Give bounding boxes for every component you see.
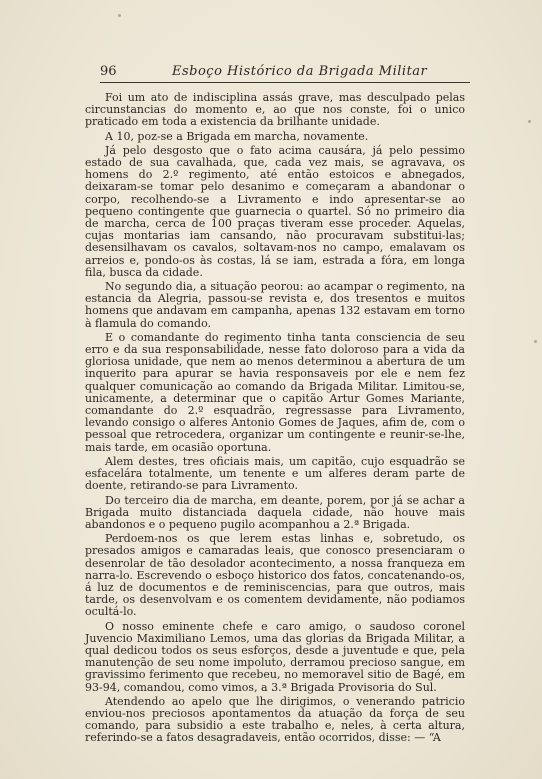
paragraph: Foi um ato de indisciplina assás grave, mas desculpado pelas circunstancias do momento e, ao que nos conste, foi o unico praticado em toda a existencia da brilhante unidade. (85, 91, 465, 129)
paper-speck (534, 340, 537, 343)
paragraph: Atendendo ao apelo que lhe dirigimos, o venerando patricio enviou-nos preciosos apontamentos da atuação da força de seu comando, para subsidio a este trabalho e, neles, à certa altura, referindo-se a fatos desagradaveis, então ocorridos, disse: — “A (85, 694, 465, 745)
paragraph: A 10, poz-se a Brigada em marcha, novamente. (105, 129, 369, 143)
paper-speck (118, 14, 121, 17)
paragraph: E o comandante do regimento tinha tanta consciencia de seu erro e da sua responsabilidade, nesse fato doloroso para a vida da gloriosa unidade, que nem ao menos determinou a abertura de um inquerito para apurar se havia responsaveis por ele e nem fez qualquer comunicação ao comando da Brigada Militar. Limitou-se, unicamente, a determinar que o capitão Artur Gomes Mariante, comandante do 2.º esquadrão, regressasse para Livramento, levando consigo o alferes Antonio Gomes de Jaques, afim de, com o pessoal que retrocedera, organizar um contingente e reunir-se-lhe, mais tarde, em ocasião oportuna. (85, 330, 465, 454)
page-number: 96 (100, 64, 117, 79)
page-body (85, 92, 465, 747)
page-header (100, 62, 470, 83)
paragraph: Perdoem-nos os que lerem estas linhas e, sobretudo, os presados amigos e camaradas leais, que conosco presenciaram o desenrolar de tão desolador acontecimento, a nossa franqueza em narra-lo. Escrevendo o esboço historico dos fatos, concatenando-os, á luz de documentos e de reminiscencias, para que outros, mais tarde, os desenvolvam e os comentem devidamente, não podiamos ocultá-lo. (85, 532, 465, 619)
paragraph: O nosso eminente chefe e caro amigo, o saudoso coronel Juvencio Maximiliano Lemos, uma das glorias da Brigada Militar, a qual dedicou todos os seus esforços, desde a juventude e que, pela manutenção de seu nome impoluto, derramou precioso sangue, em gravissimo ferimento que recebeu, no memoravel sitio de Bagé, em 93-94, comandou, como vimos, a 3.ª Brigada Provisoria do Sul. (85, 619, 465, 694)
paper-speck (528, 120, 531, 123)
paragraph: Alem destes, tres oficiais mais, um capitão, cujo esquadrão se esfacelára totalmente, um tenente e um alferes deram parte de doente, retirando-se para Livramento. (85, 454, 465, 493)
paragraph: No segundo dia, a situação peorou: ao acampar o regimento, na estancia da Alegria, passou-se revista e, dos tresentos e muitos homens que andavam em campanha, apenas 132 estavam em torno à flamula do comando. (85, 280, 465, 330)
running-title: Esboço Histórico da Brigada Militar (172, 64, 428, 79)
paragraph: Já pelo desgosto que o fato acima causára, já pelo pessimo estado de sua cavalhada, que, cada vez mais, se agravava, os homens do 2.º regimento, até então estoicos e abnegados, deixaram-se tomar pelo desanimo e começaram a abandonar o corpo, recolhendo-se a Livramento e indo apresentar-se ao pequeno contingente que guarnecia o quartel. Só no primeiro dia de marcha, cerca de 100 praças tiveram esse proceder. Aquelas, cujas montarias iam cansando, não procuravam substitui-las; desensilhavam os cavalos, soltavam-nos no campo, emalavam os arreios e, pondo-os às costas, lá se iam, estrada a fóra, em longa fila, busca da cidade. (85, 143, 465, 279)
paragraph: Do terceiro dia de marcha, em deante, porem, por já se achar a Brigada muito distanciada daquela cidade, não houve mais abandonos e o pequeno pugilo acompanhou a 2.ª Brigada. (85, 493, 465, 531)
